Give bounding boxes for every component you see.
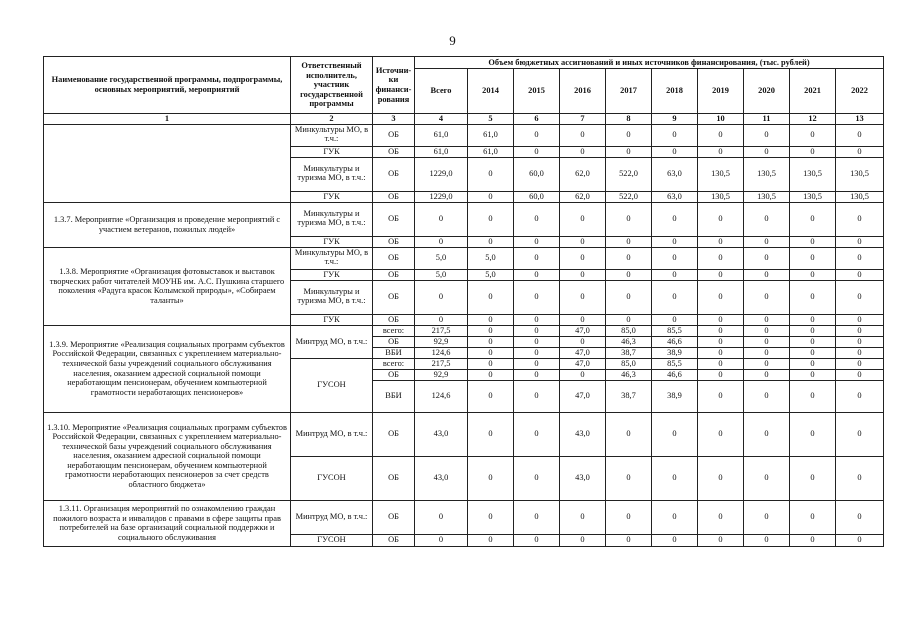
value-cell: 85,0 [606,358,652,369]
source-cell: ОБ [373,202,415,236]
value-cell: 0 [836,202,884,236]
value-cell: 0 [698,202,744,236]
value-cell: 0 [606,534,652,546]
value-cell: 85,5 [652,325,698,336]
value-cell: 0 [698,236,744,247]
value-cell: 0 [560,336,606,347]
value-cell: 0 [606,124,652,146]
value-cell: 0 [744,247,790,269]
header-responsible: Ответственный исполнитель, участник государственной программы [291,57,373,114]
value-cell: 0 [606,247,652,269]
value-cell: 217,5 [415,325,468,336]
value-cell: 0 [744,202,790,236]
value-cell: 0 [790,124,836,146]
value-cell: 0 [790,500,836,534]
value-cell: 522,0 [606,157,652,191]
value-cell: 0 [415,500,468,534]
value-cell: 0 [514,358,560,369]
value-cell: 0 [415,202,468,236]
source-cell: всего: [373,358,415,369]
value-cell: 0 [606,146,652,157]
value-cell: 0 [514,369,560,380]
value-cell: 0 [652,314,698,325]
value-cell: 124,6 [415,347,468,358]
source-cell: ОБ [373,500,415,534]
value-cell: 0 [744,124,790,146]
value-cell: 0 [468,534,514,546]
value-cell: 5,0 [415,269,468,280]
value-cell: 0 [698,269,744,280]
page-number: 9 [449,33,456,48]
value-cell: 0 [790,236,836,247]
value-cell: 0 [698,314,744,325]
value-cell: 130,5 [836,157,884,191]
value-cell: 0 [514,314,560,325]
source-cell: ОБ [373,157,415,191]
value-cell: 0 [415,534,468,546]
value-cell: 0 [836,269,884,280]
value-cell: 0 [514,534,560,546]
value-cell: 62,0 [560,157,606,191]
value-cell: 61,0 [468,124,514,146]
column-number-cell: 6 [514,114,560,125]
value-cell: 0 [652,412,698,456]
value-cell: 0 [606,456,652,500]
value-cell: 0 [606,236,652,247]
value-cell: 0 [652,280,698,314]
responsible-cell: Минкультуры и туризма МО, в т.ч.: [291,280,373,314]
value-cell: 0 [790,369,836,380]
value-cell: 0 [790,280,836,314]
value-cell: 0 [514,269,560,280]
source-cell: ВБИ [373,347,415,358]
value-cell: 62,0 [560,191,606,202]
column-number-cell: 11 [744,114,790,125]
column-number-cell: 1 [44,114,291,125]
header-year-cell: 2021 [790,69,836,114]
value-cell: 43,0 [415,456,468,500]
value-cell: 0 [744,380,790,412]
event-1-3-10: 1.3.10. Мероприятие «Реализация социальных программ субъектов Российской Федерации, связанных с укреплением материально-технической базы учреждений социального обслуживания населения, оказанием адресной социальной помощи неработающим пенсионерам, обучением компьютерной грамотности неработающих пенсионеров за счет средств областного бюджета» [44,412,291,500]
value-cell: 0 [560,314,606,325]
value-cell: 61,0 [468,146,514,157]
value-cell: 0 [415,280,468,314]
event-1-3-9: 1.3.9. Мероприятие «Реализация социальных программ субъектов Российской Федерации, связанных с укреплением материально-технической базы учреждений социального обслуживания населения, оказанием адресной социальной помощи неработающим пенсионерам, обучением компьютерной грамотности неработающих пенсионеров» [44,325,291,412]
value-cell: 0 [652,269,698,280]
value-cell: 0 [698,347,744,358]
value-cell: 0 [468,500,514,534]
value-cell: 0 [744,269,790,280]
value-cell: 0 [836,236,884,247]
value-cell: 124,6 [415,380,468,412]
value-cell: 0 [468,380,514,412]
value-cell: 0 [652,146,698,157]
value-cell: 0 [652,202,698,236]
responsible-cell: ГУСОН [291,358,373,412]
value-cell: 85,5 [652,358,698,369]
header-source: Источни-ки финанси-рования [373,57,415,114]
value-cell: 0 [790,336,836,347]
value-cell: 0 [790,146,836,157]
responsible-cell: ГУК [291,146,373,157]
value-cell: 0 [790,314,836,325]
value-cell: 0 [415,314,468,325]
value-cell: 5,0 [468,269,514,280]
value-cell: 0 [836,369,884,380]
value-cell: 0 [698,358,744,369]
source-cell: ОБ [373,534,415,546]
value-cell: 0 [744,347,790,358]
event-1-3-7: 1.3.7. Мероприятие «Организация и проведение мероприятий с участием ветеранов, пожилых людей» [44,202,291,247]
header-year-cell: 2015 [514,69,560,114]
value-cell: 522,0 [606,191,652,202]
value-cell: 130,5 [836,191,884,202]
value-cell: 0 [836,456,884,500]
header-year-cell: 2019 [698,69,744,114]
value-cell: 0 [698,380,744,412]
value-cell: 0 [514,325,560,336]
value-cell: 0 [744,336,790,347]
value-cell: 0 [606,314,652,325]
value-cell: 46,3 [606,336,652,347]
column-numbers-row [44,114,884,125]
value-cell: 46,3 [606,369,652,380]
value-cell: 0 [560,369,606,380]
value-cell: 0 [698,369,744,380]
header-name: Наименование государственной программы, подпрограммы, основных мероприятий, мероприятий [44,57,291,114]
responsible-cell: ГУК [291,191,373,202]
source-cell: ОБ [373,247,415,269]
value-cell: 0 [560,247,606,269]
value-cell: 0 [698,280,744,314]
value-cell: 0 [468,456,514,500]
value-cell: 0 [698,500,744,534]
value-cell: 130,5 [698,157,744,191]
value-cell: 0 [514,380,560,412]
value-cell: 0 [606,269,652,280]
value-cell: 0 [836,358,884,369]
value-cell: 0 [652,534,698,546]
column-number-cell: 12 [790,114,836,125]
source-cell: ОБ [373,146,415,157]
value-cell: 0 [836,325,884,336]
value-cell: 0 [790,347,836,358]
source-cell: ОБ [373,236,415,247]
responsible-cell: Минтруд МО, в т.ч.: [291,500,373,534]
value-cell: 0 [514,247,560,269]
value-cell: 0 [836,146,884,157]
value-cell: 1229,0 [415,191,468,202]
value-cell: 0 [415,236,468,247]
value-cell: 0 [652,500,698,534]
value-cell: 0 [514,456,560,500]
value-cell: 0 [836,347,884,358]
value-cell: 0 [514,280,560,314]
source-cell: ОБ [373,336,415,347]
value-cell: 0 [790,380,836,412]
value-cell: 0 [606,202,652,236]
responsible-cell: Минтруд МО, в т.ч.: [291,325,373,358]
responsible-cell: ГУК [291,269,373,280]
source-cell: ОБ [373,269,415,280]
value-cell: 60,0 [514,191,560,202]
value-cell: 0 [790,456,836,500]
value-cell: 0 [468,280,514,314]
value-cell: 0 [744,146,790,157]
header-year-cell: 2016 [560,69,606,114]
value-cell: 85,0 [606,325,652,336]
value-cell: 0 [560,236,606,247]
value-cell: 47,0 [560,358,606,369]
responsible-cell: ГУСОН [291,534,373,546]
value-cell: 0 [836,500,884,534]
value-cell: 0 [744,369,790,380]
responsible-cell: ГУК [291,236,373,247]
value-cell: 61,0 [415,124,468,146]
value-cell: 61,0 [415,146,468,157]
value-cell: 0 [560,124,606,146]
value-cell: 0 [698,325,744,336]
value-cell: 38,9 [652,347,698,358]
source-cell: ОБ [373,280,415,314]
budget-table [43,56,884,547]
value-cell: 0 [560,269,606,280]
value-cell: 0 [514,124,560,146]
value-cell: 0 [652,124,698,146]
responsible-cell: ГУСОН [291,456,373,500]
event-1-3-8: 1.3.8. Мероприятие «Организация фотовыставок и выставок творческих работ читателей МОУНБ им. А.С. Пушкина старшего поколения «Радуга красок Колымской природы», «Собираем таланты» [44,247,291,325]
source-cell: ОБ [373,412,415,456]
value-cell: 0 [606,280,652,314]
header-budget-volume: Объем бюджетных ассигнований и иных источников финансирования, (тыс. рублей) [415,57,884,69]
value-cell: 0 [468,358,514,369]
value-cell: 0 [836,280,884,314]
value-cell: 0 [468,347,514,358]
value-cell: 0 [652,456,698,500]
value-cell: 0 [698,124,744,146]
responsible-cell: ГУК [291,314,373,325]
value-cell: 60,0 [514,157,560,191]
source-cell: ОБ [373,369,415,380]
value-cell: 0 [836,534,884,546]
value-cell: 0 [514,500,560,534]
value-cell: 38,9 [652,380,698,412]
value-cell: 0 [468,157,514,191]
value-cell: 0 [468,412,514,456]
value-cell: 0 [744,358,790,369]
column-number-cell: 3 [373,114,415,125]
value-cell: 0 [560,146,606,157]
value-cell: 38,7 [606,347,652,358]
value-cell: 0 [744,456,790,500]
value-cell: 0 [514,336,560,347]
value-cell: 92,9 [415,369,468,380]
value-cell: 130,5 [744,191,790,202]
value-cell: 0 [652,247,698,269]
value-cell: 0 [744,280,790,314]
value-cell: 1229,0 [415,157,468,191]
value-cell: 0 [652,236,698,247]
responsible-cell: Минкультуры и туризма МО, в т.ч.: [291,157,373,191]
value-cell: 0 [836,247,884,269]
value-cell: 0 [790,358,836,369]
value-cell: 0 [836,124,884,146]
value-cell: 63,0 [652,157,698,191]
value-cell: 92,9 [415,336,468,347]
value-cell: 0 [560,500,606,534]
header-year-cell: 2022 [836,69,884,114]
source-cell: ВБИ [373,380,415,412]
value-cell: 0 [790,325,836,336]
value-cell: 0 [514,347,560,358]
value-cell: 0 [514,146,560,157]
source-cell: ОБ [373,124,415,146]
value-cell: 46,6 [652,336,698,347]
column-number-cell: 8 [606,114,652,125]
value-cell: 130,5 [744,157,790,191]
value-cell: 0 [514,202,560,236]
value-cell: 0 [836,314,884,325]
value-cell: 0 [790,247,836,269]
header-year-cell: 2020 [744,69,790,114]
value-cell: 0 [744,412,790,456]
header-year-cell: 2018 [652,69,698,114]
header-year-cell: 2014 [468,69,514,114]
source-cell: ОБ [373,456,415,500]
column-number-cell: 5 [468,114,514,125]
value-cell: 0 [836,336,884,347]
value-cell: 43,0 [560,456,606,500]
header-year-cell: Всего [415,69,468,114]
value-cell: 47,0 [560,347,606,358]
value-cell: 0 [468,202,514,236]
source-cell: ОБ [373,191,415,202]
value-cell: 43,0 [560,412,606,456]
responsible-cell: Минкультуры и туризма МО, в т.ч.: [291,202,373,236]
value-cell: 0 [744,236,790,247]
value-cell: 0 [606,500,652,534]
value-cell: 0 [560,202,606,236]
value-cell: 0 [698,456,744,500]
value-cell: 0 [698,534,744,546]
responsible-cell: Минкультуры МО, в т.ч.: [291,247,373,269]
value-cell: 0 [744,314,790,325]
column-number-cell: 13 [836,114,884,125]
value-cell: 0 [698,247,744,269]
value-cell: 0 [468,191,514,202]
value-cell: 0 [468,325,514,336]
value-cell: 0 [790,534,836,546]
value-cell: 130,5 [790,191,836,202]
value-cell: 0 [744,325,790,336]
column-number-cell: 7 [560,114,606,125]
value-cell: 0 [468,314,514,325]
event-empty [44,124,291,202]
value-cell: 0 [744,500,790,534]
value-cell: 0 [698,412,744,456]
column-number-cell: 2 [291,114,373,125]
value-cell: 63,0 [652,191,698,202]
value-cell: 0 [698,146,744,157]
event-1-3-11: 1.3.11. Организация мероприятий по ознакомлению граждан пожилого возраста и инвалидов с правами в сфере защиты прав потребителей на базе организаций социальной поддержки и социального обслуживания [44,500,291,546]
value-cell: 0 [790,202,836,236]
column-number-cell: 9 [652,114,698,125]
value-cell: 0 [468,236,514,247]
source-cell: всего: [373,325,415,336]
value-cell: 5,0 [415,247,468,269]
responsible-cell: Минтруд МО, в т.ч.: [291,412,373,456]
value-cell: 0 [468,369,514,380]
value-cell: 38,7 [606,380,652,412]
value-cell: 0 [744,534,790,546]
source-cell: ОБ [373,314,415,325]
value-cell: 0 [560,280,606,314]
value-cell: 0 [606,412,652,456]
value-cell: 46,6 [652,369,698,380]
value-cell: 0 [836,412,884,456]
value-cell: 5,0 [468,247,514,269]
header-year-cell: 2017 [606,69,652,114]
value-cell: 0 [836,380,884,412]
column-number-cell: 10 [698,114,744,125]
value-cell: 0 [790,269,836,280]
value-cell: 130,5 [790,157,836,191]
responsible-cell: Минкультуры МО, в т.ч.: [291,124,373,146]
value-cell: 47,0 [560,380,606,412]
value-cell: 0 [514,236,560,247]
value-cell: 0 [698,336,744,347]
value-cell: 0 [560,534,606,546]
value-cell: 217,5 [415,358,468,369]
value-cell: 43,0 [415,412,468,456]
value-cell: 0 [790,412,836,456]
value-cell: 0 [514,412,560,456]
value-cell: 47,0 [560,325,606,336]
column-number-cell: 4 [415,114,468,125]
value-cell: 130,5 [698,191,744,202]
value-cell: 0 [468,336,514,347]
